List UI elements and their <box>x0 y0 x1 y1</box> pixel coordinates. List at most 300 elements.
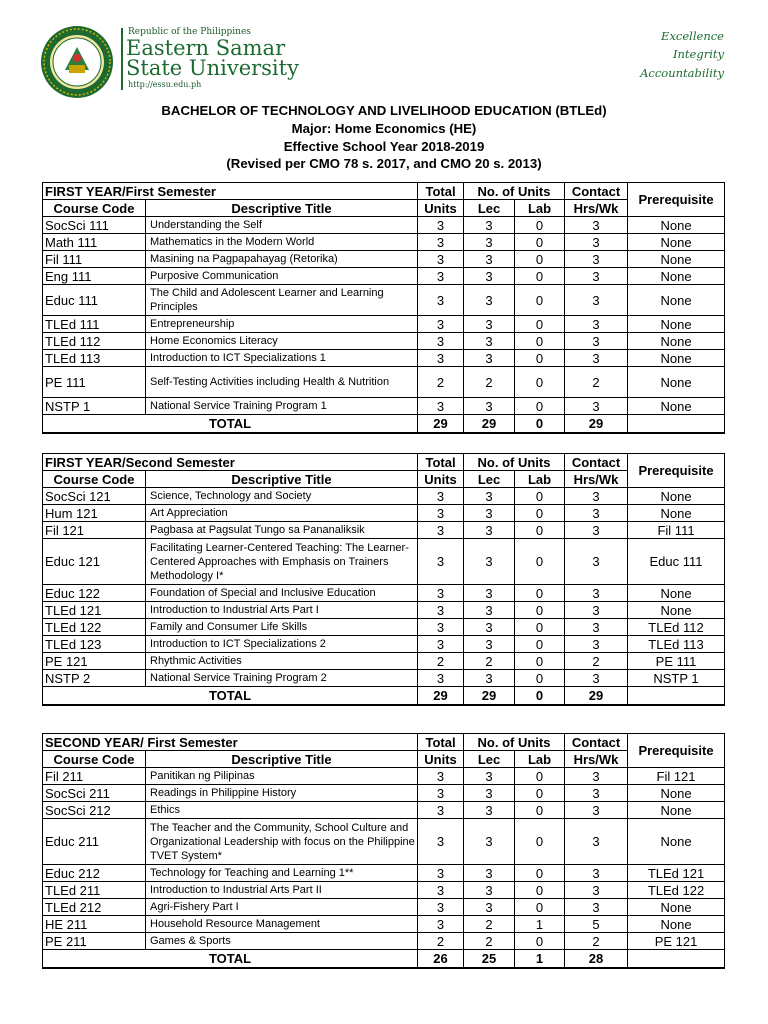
course-prerequisite: None <box>628 350 725 367</box>
course-lab-units: 0 <box>515 585 565 602</box>
table-row <box>43 670 725 687</box>
table-row <box>43 333 725 350</box>
university-seal-logo <box>40 25 114 99</box>
course-contact-hours: 3 <box>565 217 628 234</box>
course-code: TLEd 212 <box>43 899 146 916</box>
course-contact-hours: 3 <box>565 636 628 653</box>
course-contact-hours: 3 <box>565 670 628 687</box>
course-lec-units: 3 <box>464 251 515 268</box>
course-lec-units: 3 <box>464 398 515 415</box>
course-total-units: 3 <box>418 619 464 636</box>
total-lec: 25 <box>464 950 515 968</box>
course-contact-hours: 3 <box>565 882 628 899</box>
col-course-code-label: Course Code <box>43 200 146 217</box>
table-row <box>43 350 725 367</box>
course-lab-units: 0 <box>515 367 565 398</box>
course-title: Introduction to Industrial Arts Part I <box>146 602 418 619</box>
course-code: Fil 111 <box>43 251 146 268</box>
total-units: 29 <box>418 687 464 705</box>
course-title: Readings in Philippine History <box>146 785 418 802</box>
table-row <box>43 539 725 585</box>
course-total-units: 3 <box>418 234 464 251</box>
course-title: Purposive Communication <box>146 268 418 285</box>
course-lec-units: 2 <box>464 916 515 933</box>
course-lec-units: 3 <box>464 585 515 602</box>
course-code: SocSci 212 <box>43 802 146 819</box>
col-no-of-units-label: No. of Units <box>464 183 565 200</box>
course-code: NSTP 1 <box>43 398 146 415</box>
col-units-label: Units <box>418 751 464 768</box>
col-lab-label: Lab <box>515 200 565 217</box>
course-title: Agri-Fishery Part I <box>146 899 418 916</box>
total-row <box>43 950 725 968</box>
course-total-units: 3 <box>418 585 464 602</box>
course-lab-units: 0 <box>515 636 565 653</box>
course-contact-hours: 3 <box>565 619 628 636</box>
course-lab-units: 0 <box>515 882 565 899</box>
table-row <box>43 316 725 333</box>
total-lab: 0 <box>515 687 565 705</box>
table-header-row <box>43 454 725 471</box>
course-lab-units: 0 <box>515 785 565 802</box>
course-contact-hours: 3 <box>565 488 628 505</box>
total-prerequisite-empty <box>628 415 725 433</box>
course-contact-hours: 3 <box>565 268 628 285</box>
course-prerequisite: None <box>628 316 725 333</box>
course-title: Self-Testing Activities including Health & Nutrition <box>146 367 418 398</box>
col-contact-label: Contact <box>565 183 628 200</box>
course-contact-hours: 3 <box>565 316 628 333</box>
table-header-row <box>43 183 725 200</box>
course-code: PE 211 <box>43 933 146 950</box>
course-lab-units: 0 <box>515 819 565 865</box>
course-lab-units: 0 <box>515 350 565 367</box>
course-contact-hours: 3 <box>565 505 628 522</box>
total-hours: 29 <box>565 415 628 433</box>
course-code: Educ 111 <box>43 285 146 316</box>
course-lec-units: 3 <box>464 670 515 687</box>
course-contact-hours: 3 <box>565 285 628 316</box>
course-total-units: 2 <box>418 367 464 398</box>
col-contact-label: Contact <box>565 454 628 471</box>
table-row <box>43 619 725 636</box>
table-row <box>43 636 725 653</box>
course-prerequisite: None <box>628 367 725 398</box>
course-prerequisite: None <box>628 398 725 415</box>
course-lec-units: 3 <box>464 539 515 585</box>
col-total-label: Total <box>418 734 464 751</box>
col-total-label: Total <box>418 183 464 200</box>
course-lab-units: 0 <box>515 670 565 687</box>
course-title: Introduction to Industrial Arts Part II <box>146 882 418 899</box>
course-code: Educ 121 <box>43 539 146 585</box>
course-total-units: 3 <box>418 217 464 234</box>
col-lec-label: Lec <box>464 471 515 488</box>
course-total-units: 3 <box>418 398 464 415</box>
total-prerequisite-empty <box>628 950 725 968</box>
course-lec-units: 3 <box>464 217 515 234</box>
motto-integrity: Integrity <box>672 47 724 61</box>
course-lab-units: 0 <box>515 505 565 522</box>
course-code: Educ 211 <box>43 819 146 865</box>
course-prerequisite: None <box>628 819 725 865</box>
total-label: TOTAL <box>43 950 418 968</box>
course-contact-hours: 3 <box>565 865 628 882</box>
course-prerequisite: None <box>628 899 725 916</box>
col-descriptive-title-label: Descriptive Title <box>146 751 418 768</box>
course-title: Art Appreciation <box>146 505 418 522</box>
course-total-units: 3 <box>418 865 464 882</box>
table-header-row <box>43 471 725 488</box>
course-total-units: 3 <box>418 636 464 653</box>
course-title: National Service Training Program 2 <box>146 670 418 687</box>
course-code: Educ 212 <box>43 865 146 882</box>
course-contact-hours: 3 <box>565 539 628 585</box>
course-lec-units: 3 <box>464 619 515 636</box>
col-hrs-wk-label: Hrs/Wk <box>565 200 628 217</box>
course-lec-units: 3 <box>464 333 515 350</box>
course-contact-hours: 3 <box>565 899 628 916</box>
table-row <box>43 505 725 522</box>
course-lec-units: 2 <box>464 367 515 398</box>
total-hours: 29 <box>565 687 628 705</box>
course-lec-units: 3 <box>464 819 515 865</box>
total-label: TOTAL <box>43 687 418 705</box>
course-lab-units: 0 <box>515 802 565 819</box>
course-contact-hours: 3 <box>565 602 628 619</box>
course-prerequisite: None <box>628 916 725 933</box>
course-code: Fil 121 <box>43 522 146 539</box>
table-row <box>43 819 725 865</box>
course-lab-units: 0 <box>515 899 565 916</box>
course-code: PE 111 <box>43 367 146 398</box>
table-row <box>43 899 725 916</box>
course-contact-hours: 2 <box>565 367 628 398</box>
course-prerequisite: TLEd 121 <box>628 865 725 882</box>
course-title: Facilitating Learner-Centered Teaching: The Learner-Centered Approaches with Emphasis on Trainers Methodology I* <box>146 539 418 585</box>
course-lab-units: 0 <box>515 234 565 251</box>
col-lec-label: Lec <box>464 751 515 768</box>
course-lab-units: 0 <box>515 316 565 333</box>
course-code: Math 111 <box>43 234 146 251</box>
course-lec-units: 3 <box>464 865 515 882</box>
course-title: Introduction to ICT Specializations 2 <box>146 636 418 653</box>
course-prerequisite: None <box>628 333 725 350</box>
course-lec-units: 3 <box>464 285 515 316</box>
course-prerequisite: Fil 121 <box>628 768 725 785</box>
course-total-units: 3 <box>418 785 464 802</box>
course-contact-hours: 3 <box>565 585 628 602</box>
course-total-units: 3 <box>418 882 464 899</box>
course-total-units: 3 <box>418 602 464 619</box>
course-prerequisite: None <box>628 585 725 602</box>
course-lec-units: 3 <box>464 268 515 285</box>
col-no-of-units-label: No. of Units <box>464 734 565 751</box>
course-total-units: 3 <box>418 539 464 585</box>
total-units: 29 <box>418 415 464 433</box>
col-no-of-units-label: No. of Units <box>464 454 565 471</box>
course-prerequisite: Fil 111 <box>628 522 725 539</box>
total-row <box>43 415 725 433</box>
course-prerequisite: None <box>628 251 725 268</box>
course-prerequisite: PE 111 <box>628 653 725 670</box>
course-lec-units: 3 <box>464 882 515 899</box>
course-lec-units: 3 <box>464 785 515 802</box>
course-lab-units: 0 <box>515 333 565 350</box>
course-title: Home Economics Literacy <box>146 333 418 350</box>
table-row <box>43 916 725 933</box>
course-contact-hours: 2 <box>565 653 628 670</box>
effective-year: Effective School Year 2018-2019 <box>283 139 485 154</box>
course-title: National Service Training Program 1 <box>146 398 418 415</box>
col-lec-label: Lec <box>464 200 515 217</box>
course-lec-units: 3 <box>464 488 515 505</box>
table-row <box>43 768 725 785</box>
col-hrs-wk-label: Hrs/Wk <box>565 471 628 488</box>
university-name-line2: State University <box>126 56 299 80</box>
course-lab-units: 0 <box>515 217 565 234</box>
col-lab-label: Lab <box>515 471 565 488</box>
program-title: BACHELOR OF TECHNOLOGY AND LIVELIHOOD EDUCATION (BTLEd) <box>161 103 607 118</box>
course-title: Mathematics in the Modern World <box>146 234 418 251</box>
course-lec-units: 3 <box>464 316 515 333</box>
col-prerequisite-label: Prerequisite <box>628 454 725 488</box>
course-title: Family and Consumer Life Skills <box>146 619 418 636</box>
course-total-units: 3 <box>418 522 464 539</box>
course-lab-units: 0 <box>515 933 565 950</box>
motto-excellence: Excellence <box>661 29 724 43</box>
course-total-units: 2 <box>418 933 464 950</box>
course-lab-units: 1 <box>515 916 565 933</box>
republic-label: Republic of the Philippines <box>128 27 251 37</box>
course-title: Ethics <box>146 802 418 819</box>
course-code: TLEd 123 <box>43 636 146 653</box>
motto-accountability: Accountability <box>640 66 724 80</box>
course-prerequisite: None <box>628 285 725 316</box>
course-code: TLEd 113 <box>43 350 146 367</box>
course-prerequisite: None <box>628 234 725 251</box>
course-code: TLEd 211 <box>43 882 146 899</box>
course-lab-units: 0 <box>515 865 565 882</box>
course-code: SocSci 121 <box>43 488 146 505</box>
course-prerequisite: None <box>628 217 725 234</box>
total-lab: 0 <box>515 415 565 433</box>
course-lab-units: 0 <box>515 285 565 316</box>
university-url[interactable]: http://essu.edu.ph <box>128 80 202 89</box>
course-code: TLEd 122 <box>43 619 146 636</box>
semester-name: FIRST YEAR/First Semester <box>43 183 418 200</box>
table-row <box>43 234 725 251</box>
course-lec-units: 3 <box>464 802 515 819</box>
semester-table <box>42 733 725 969</box>
course-code: Eng 111 <box>43 268 146 285</box>
table-row <box>43 585 725 602</box>
course-lec-units: 3 <box>464 234 515 251</box>
semester-name: FIRST YEAR/Second Semester <box>43 454 418 471</box>
course-lec-units: 3 <box>464 636 515 653</box>
course-contact-hours: 3 <box>565 234 628 251</box>
course-prerequisite: None <box>628 802 725 819</box>
course-code: HE 211 <box>43 916 146 933</box>
col-units-label: Units <box>418 471 464 488</box>
table-row <box>43 653 725 670</box>
course-total-units: 2 <box>418 653 464 670</box>
course-lab-units: 0 <box>515 602 565 619</box>
table-row <box>43 217 725 234</box>
col-prerequisite-label: Prerequisite <box>628 734 725 768</box>
course-total-units: 3 <box>418 268 464 285</box>
col-course-code-label: Course Code <box>43 751 146 768</box>
course-code: Educ 122 <box>43 585 146 602</box>
course-code: TLEd 121 <box>43 602 146 619</box>
course-lab-units: 0 <box>515 522 565 539</box>
course-lec-units: 3 <box>464 602 515 619</box>
course-lab-units: 0 <box>515 268 565 285</box>
table-row <box>43 285 725 316</box>
course-title: Science, Technology and Society <box>146 488 418 505</box>
course-contact-hours: 3 <box>565 350 628 367</box>
course-lab-units: 0 <box>515 619 565 636</box>
col-units-label: Units <box>418 200 464 217</box>
course-total-units: 3 <box>418 916 464 933</box>
course-title: Rhythmic Activities <box>146 653 418 670</box>
course-contact-hours: 3 <box>565 768 628 785</box>
course-lec-units: 3 <box>464 505 515 522</box>
course-code: NSTP 2 <box>43 670 146 687</box>
course-total-units: 3 <box>418 488 464 505</box>
course-contact-hours: 5 <box>565 916 628 933</box>
table-row <box>43 785 725 802</box>
table-row <box>43 602 725 619</box>
course-total-units: 3 <box>418 768 464 785</box>
course-code: SocSci 211 <box>43 785 146 802</box>
course-title: Introduction to ICT Specializations 1 <box>146 350 418 367</box>
course-total-units: 3 <box>418 285 464 316</box>
course-title: Technology for Teaching and Learning 1** <box>146 865 418 882</box>
table-header-row <box>43 734 725 751</box>
total-units: 26 <box>418 950 464 968</box>
course-code: Fil 211 <box>43 768 146 785</box>
course-lab-units: 0 <box>515 398 565 415</box>
course-lec-units: 3 <box>464 350 515 367</box>
program-major: Major: Home Economics (HE) <box>291 121 477 136</box>
course-lab-units: 0 <box>515 653 565 670</box>
course-title: Games & Sports <box>146 933 418 950</box>
course-prerequisite: None <box>628 268 725 285</box>
col-total-label: Total <box>418 454 464 471</box>
col-prerequisite-label: Prerequisite <box>628 183 725 217</box>
total-hours: 28 <box>565 950 628 968</box>
course-prerequisite: TLEd 112 <box>628 619 725 636</box>
course-title: Household Resource Management <box>146 916 418 933</box>
course-prerequisite: None <box>628 488 725 505</box>
course-total-units: 3 <box>418 350 464 367</box>
course-total-units: 3 <box>418 670 464 687</box>
course-total-units: 3 <box>418 316 464 333</box>
course-title: Entrepreneurship <box>146 316 418 333</box>
col-descriptive-title-label: Descriptive Title <box>146 471 418 488</box>
course-lec-units: 3 <box>464 522 515 539</box>
course-prerequisite: TLEd 122 <box>628 882 725 899</box>
table-row <box>43 398 725 415</box>
course-contact-hours: 3 <box>565 802 628 819</box>
table-row <box>43 802 725 819</box>
semester-name: SECOND YEAR/ First Semester <box>43 734 418 751</box>
course-title: Pagbasa at Pagsulat Tungo sa Pananaliksik <box>146 522 418 539</box>
course-prerequisite: NSTP 1 <box>628 670 725 687</box>
course-total-units: 3 <box>418 251 464 268</box>
table-row <box>43 865 725 882</box>
col-contact-label: Contact <box>565 734 628 751</box>
course-lab-units: 0 <box>515 488 565 505</box>
course-lab-units: 0 <box>515 251 565 268</box>
course-title: Foundation of Special and Inclusive Education <box>146 585 418 602</box>
course-code: TLEd 112 <box>43 333 146 350</box>
table-row <box>43 367 725 398</box>
semester-table <box>42 453 725 706</box>
course-code: PE 121 <box>43 653 146 670</box>
table-header-row <box>43 200 725 217</box>
course-contact-hours: 3 <box>565 785 628 802</box>
col-lab-label: Lab <box>515 751 565 768</box>
course-prerequisite: Educ 111 <box>628 539 725 585</box>
course-prerequisite: None <box>628 602 725 619</box>
course-contact-hours: 3 <box>565 333 628 350</box>
course-lec-units: 2 <box>464 653 515 670</box>
course-total-units: 3 <box>418 802 464 819</box>
semester-table <box>42 182 725 434</box>
course-prerequisite: PE 121 <box>628 933 725 950</box>
table-row <box>43 268 725 285</box>
table-header-row <box>43 751 725 768</box>
col-descriptive-title-label: Descriptive Title <box>146 200 418 217</box>
course-contact-hours: 3 <box>565 819 628 865</box>
course-contact-hours: 3 <box>565 251 628 268</box>
course-total-units: 3 <box>418 899 464 916</box>
course-code: TLEd 111 <box>43 316 146 333</box>
course-code: SocSci 111 <box>43 217 146 234</box>
course-lab-units: 0 <box>515 768 565 785</box>
course-total-units: 3 <box>418 819 464 865</box>
course-contact-hours: 3 <box>565 522 628 539</box>
table-row <box>43 488 725 505</box>
course-title: Masining na Pagpapahayag (Retorika) <box>146 251 418 268</box>
letterhead-divider <box>121 28 123 90</box>
course-total-units: 3 <box>418 505 464 522</box>
course-prerequisite: TLEd 113 <box>628 636 725 653</box>
table-row <box>43 251 725 268</box>
university-name-line1: Eastern Samar <box>126 36 286 60</box>
course-lec-units: 3 <box>464 768 515 785</box>
course-total-units: 3 <box>418 333 464 350</box>
course-title: Understanding the Self <box>146 217 418 234</box>
col-hrs-wk-label: Hrs/Wk <box>565 751 628 768</box>
course-prerequisite: None <box>628 785 725 802</box>
table-row <box>43 522 725 539</box>
course-lab-units: 0 <box>515 539 565 585</box>
total-row <box>43 687 725 705</box>
course-lec-units: 2 <box>464 933 515 950</box>
table-row <box>43 933 725 950</box>
course-contact-hours: 2 <box>565 933 628 950</box>
total-lec: 29 <box>464 687 515 705</box>
table-row <box>43 882 725 899</box>
total-label: TOTAL <box>43 415 418 433</box>
col-course-code-label: Course Code <box>43 471 146 488</box>
revision-note: (Revised per CMO 78 s. 2017, and CMO 20 s. 2013) <box>226 156 542 171</box>
total-lec: 29 <box>464 415 515 433</box>
course-title: Panitikan ng Pilipinas <box>146 768 418 785</box>
